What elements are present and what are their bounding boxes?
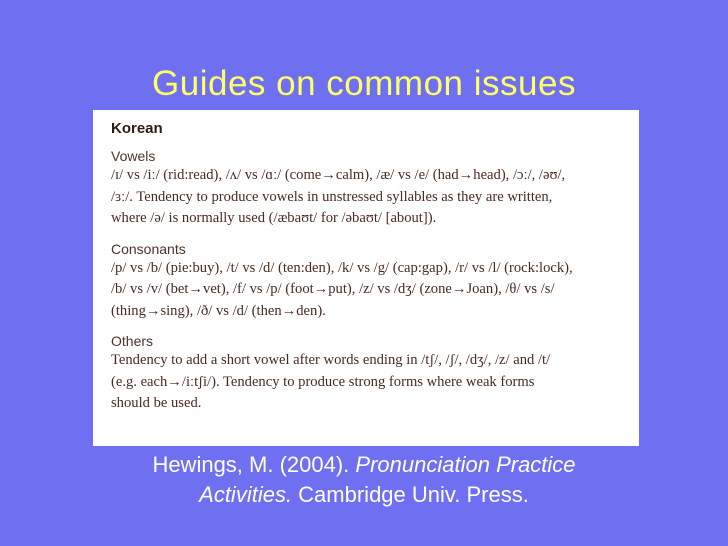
section-heading-others: Others xyxy=(111,333,154,349)
slide-title: Guides on common issues xyxy=(152,64,576,103)
excerpt-line: /ɜː/. Tendency to produce vowels in unstressed syllables as they are written, xyxy=(111,188,553,205)
section-heading-consonants: Consonants xyxy=(111,240,186,257)
excerpt-line: /b/ vs /v/ (bet→vet), /f/ vs /p/ (foot→put), /z/ vs /dʒ/ (zone→Joan), /θ/ vs /s/ xyxy=(111,281,555,297)
excerpt-line: (thing→sing), /ð/ vs /d/ (then→den). xyxy=(111,302,326,319)
excerpt-line: /p/ vs /b/ (pie:buy), /t/ vs /d/ (ten:den), /k/ vs /g/ (cap:gap), /r/ vs /l/ (rock:lock), xyxy=(111,259,573,276)
citation xyxy=(0,450,728,510)
citation-publisher: Cambridge Univ. Press. xyxy=(298,482,529,507)
citation-book-title-end: Activities. xyxy=(199,482,299,507)
citation-line-2 xyxy=(0,480,728,510)
citation-authors-year: Hewings, M. (2004). xyxy=(152,452,350,477)
citation-book-title: Pronunciation Practice xyxy=(355,452,576,477)
section-heading-vowels: Vowels xyxy=(111,148,156,164)
excerpt-line: /ɪ/ vs /iː/ (rid:read), /ʌ/ vs /ɑː/ (come→calm), /æ/ vs /e/ (had→head), /ɔː/, /əʊ/, xyxy=(111,167,566,183)
excerpt-line: Tendency to add a short vowel after words ending in /tʃ/, /ʃ/, /dʒ/, /z/ and /t/ xyxy=(111,352,551,368)
excerpt-line: should be used. xyxy=(111,395,202,411)
citation-line-1 xyxy=(0,450,728,480)
excerpt-line: where /ə/ is normally used (/æbaʊt/ for /əbaʊt/ [about]). xyxy=(111,210,437,226)
excerpt-line: (e.g. each→/iːtʃi/). Tendency to produce strong forms where weak forms xyxy=(111,373,535,390)
scanned-excerpt xyxy=(93,110,639,446)
excerpt-language-heading: Korean xyxy=(111,120,163,137)
